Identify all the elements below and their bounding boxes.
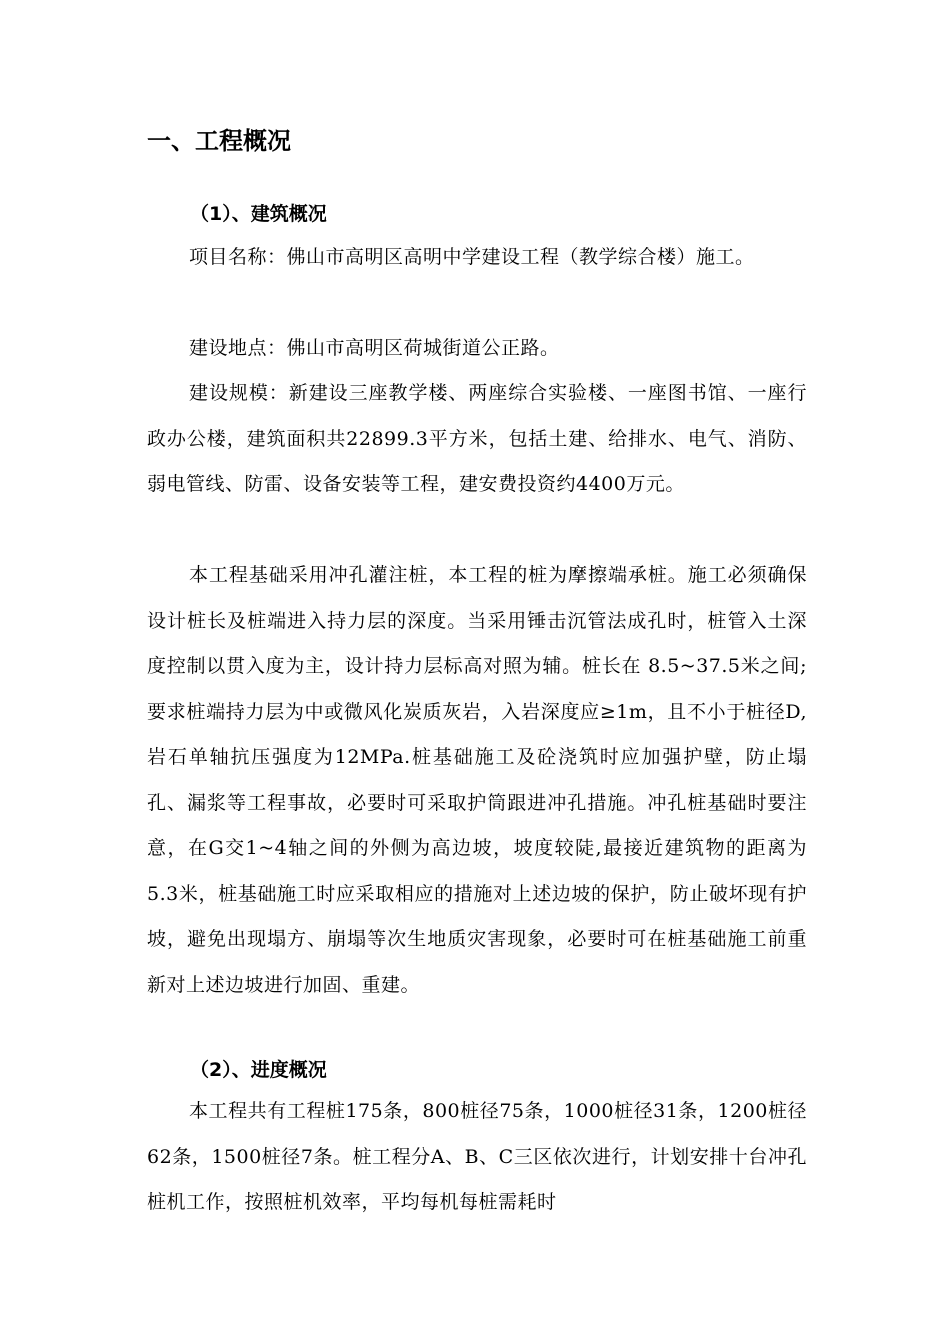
paragraph-location: 建设地点：佛山市高明区荷城街道公正路。	[189, 337, 560, 359]
subsection-title-building: （1）、建筑概况	[190, 203, 327, 225]
paragraph-scale: 建设规模：新建设三座教学楼、两座综合实验楼、一座图书馆、一座行政办公楼，建筑面积共22899.3平方米，包括土建、给排水、电气、消防、弱电管线、防雷、设备安装等工程，建安费投资约4400万元。	[147, 382, 807, 495]
paragraph-foundation: 本工程基础采用冲孔灌注桩，本工程的桩为摩擦端承桩。施工必须确保设计桩长及桩端进入持力层的深度。当采用锤击沉管法成孔时，桩管入土深度控制以贯入度为主，设计持力层标高对照为辅。桩长在 8.5~37.5米之间;要求桩端持力层为中或微风化炭质灰岩，入岩深度应≥1m，且不小于桩径D,岩石单轴抗压强度为12MPa.桩基础施工及砼浇筑时应加强护壁，防止塌孔、漏浆等工程事故，必要时可采取护筒跟进冲孔措施。冲孔桩基础时要注意，在G交1~4轴之间的外侧为高边坡，坡度较陡,最接近建筑物的距离为5.3米，桩基础施工时应采取相应的措施对上述边坡的保护，防止破坏现有护坡，避免出现塌方、崩塌等次生地质灾害现象，必要时可在桩基础施工前重新对上述边坡进行加固、重建。	[147, 564, 807, 996]
paragraph-project-name: 项目名称：佛山市高明区高明中学建设工程（教学综合楼）施工。	[189, 246, 755, 268]
paragraph-progress: 本工程共有工程桩175条，800桩径75条，1000桩径31条，1200桩径62条，1500桩径7条。桩工程分A、B、C三区依次进行，计划安排十台冲孔桩机工作，按照桩机效率，平均每机每桩需耗时	[147, 1100, 807, 1213]
subsection-title-progress: （2）、进度概况	[190, 1059, 327, 1081]
section-heading: 一、工程概况	[147, 127, 291, 155]
